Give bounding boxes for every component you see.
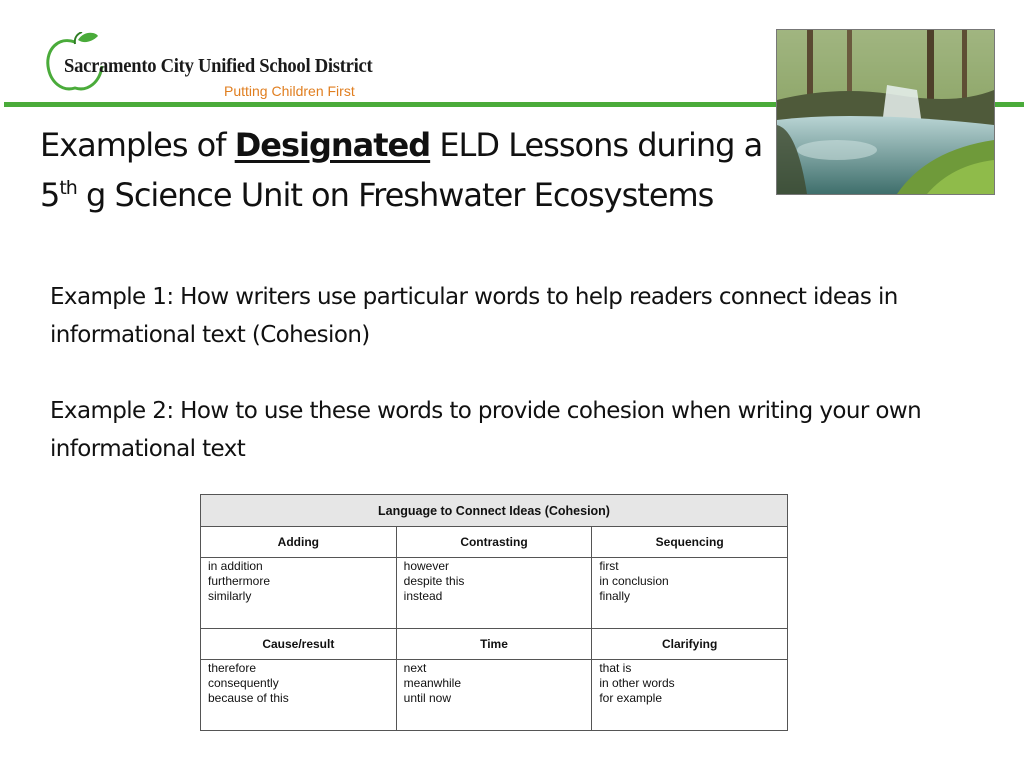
title-text-1: Examples of (40, 126, 235, 164)
title-text-3: g Science Unit on Freshwater Ecosystems (76, 176, 714, 214)
table-cell (396, 660, 592, 731)
example-2-text: Example 2: How to use these words to provide cohesion when writing your own informational text (50, 398, 922, 462)
table-header: Contrasting (396, 527, 592, 558)
cell-word: meanwhile (403, 676, 462, 690)
table-header: Clarifying (592, 629, 788, 660)
cell-word: in conclusion (599, 574, 669, 588)
table-header: Adding (201, 527, 397, 558)
stream-illustration (777, 30, 994, 194)
cell-word: therefore (208, 661, 257, 675)
title-text-2: ELD Lessons during a 5 (40, 126, 763, 214)
table-cell (201, 660, 397, 731)
title-superscript: th (59, 177, 77, 199)
cell-word: in other words (599, 676, 675, 690)
district-name: Sacramento City Unified School District (64, 55, 373, 77)
cell-word: instead (403, 589, 443, 603)
cell-word: first (599, 559, 619, 573)
example-1-text: Example 1: How writers use particular words to help readers connect ideas in informational text (Cohesion) (50, 284, 898, 348)
cell-word: because of this (208, 691, 289, 705)
table-caption: Language to Connect Ideas (Cohesion) (201, 495, 788, 527)
district-tagline: Putting Children First (224, 83, 355, 99)
cell-word: furthermore (208, 574, 271, 588)
table-cell (592, 660, 788, 731)
district-logo (44, 28, 384, 102)
title-emphasis: Designated (234, 126, 431, 164)
cell-word: however (403, 559, 450, 573)
cell-word: in addition (208, 559, 263, 573)
cohesion-table (200, 494, 788, 731)
table-cell (592, 558, 788, 629)
table-cell (396, 558, 592, 629)
cell-word: next (403, 661, 427, 675)
cell-word: that is (599, 661, 632, 675)
stream-photo (776, 29, 995, 195)
cell-word: consequently (208, 676, 279, 690)
cell-word: finally (599, 589, 630, 603)
table-header: Time (396, 629, 592, 660)
table-header: Sequencing (592, 527, 788, 558)
slide-title (40, 120, 780, 220)
cell-word: similarly (208, 589, 252, 603)
cell-word: until now (403, 691, 452, 705)
table-cell (201, 558, 397, 629)
cell-word: for example (599, 691, 663, 705)
table-header: Cause/result (201, 629, 397, 660)
cell-word: despite this (403, 574, 465, 588)
